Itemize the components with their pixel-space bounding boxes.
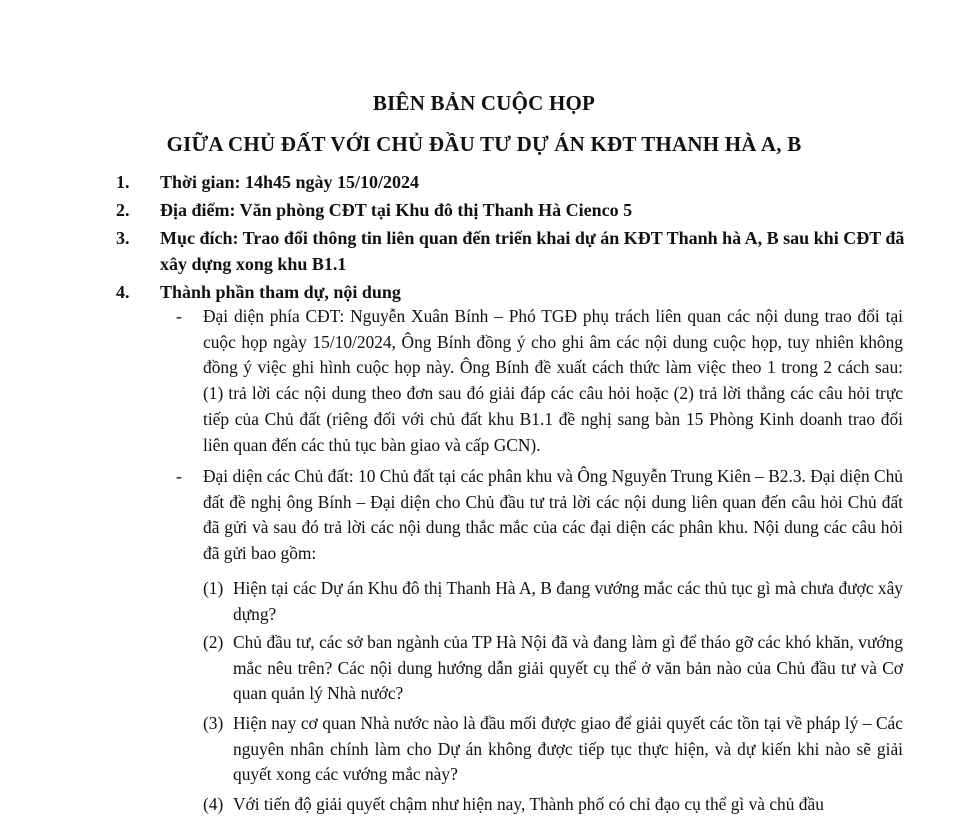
bullet-dash: -: [176, 466, 182, 486]
item-time: Thời gian: 14h45 ngày 15/10/2024: [160, 172, 420, 192]
document-title: BIÊN BẢN CUỘC HỌP: [372, 91, 596, 115]
item-purpose: Mục đích: Trao đổi thông tin liên quan đến triển khai dự án KĐT Thanh hà A, B sau khi CĐT đã xây dựng xong khu B1.1: [160, 228, 905, 274]
item-number: 2.: [116, 200, 130, 220]
document-subtitle: GIỮA CHỦ ĐẤT VỚI CHỦ ĐẦU TƯ DỰ ÁN KĐT THANH HÀ A, B: [166, 132, 802, 156]
bullet-investor-representative: Đại diện phía CĐT: Nguyễn Xuân Bính – Phó TGĐ phụ trách liên quan các nội dung trao đổi tại cuộc họp ngày 15/10/2024, Ông Bính đồng ý cho ghi âm các nội dung cuộc họp, tuy nhiên không đồng ý việc ghi hình cuộc họp này. Ông Bính đề xuất cách thức làm việc theo 1 trong 2 cách sau: (1) trả lời các nội dung theo đơn sau đó giải đáp các câu hỏi hoặc (2) trả lời thẳng các câu hỏi trực tiếp của Chủ đất (riêng đối với chủ đất khu B1.1 đề nghị sang bàn 15 Phòng Kinh doanh trao đổi liên quan đến các thủ tục bàn giao và cấp GCN).: [203, 306, 903, 455]
question-text: Hiện tại các Dự án Khu đô thị Thanh Hà A, B đang vướng mắc các thủ tục gì mà chưa được xây dựng?: [233, 578, 903, 624]
bullet-dash: -: [176, 306, 182, 326]
bullet-landowner-representative: Đại diện các Chủ đất: 10 Chủ đất tại các phân khu và Ông Nguyễn Trung Kiên – B2.3. Đại diện Chủ đất đề nghị ông Bính – Đại diện cho Chủ đầu tư trả lời các nội dung liên quan đến câu hỏi Chủ đất đã gửi và sau đó trả lời các nội dung thắc mắc của các đại diện các phân khu. Nội dung các câu hỏi đã gửi bao gồm:: [203, 466, 903, 564]
item-number: 1.: [116, 172, 130, 192]
question-number: (3): [203, 713, 224, 733]
question-number: (1): [203, 578, 224, 598]
question-number: (2): [203, 632, 224, 652]
question-text: Với tiến độ giải quyết chậm như hiện nay, Thành phố có chỉ đạo cụ thể gì và chủ đầu: [233, 794, 824, 814]
item-location: Địa điểm: Văn phòng CĐT tại Khu đô thị Thanh Hà Cienco 5: [160, 200, 633, 220]
question-number: (4): [203, 794, 224, 814]
item-number: 4.: [116, 282, 130, 302]
question-text: Chủ đầu tư, các sở ban ngành của TP Hà Nội đã và đang làm gì để tháo gỡ các khó khăn, vướng mắc nêu trên? Các nội dung hướng dẫn giải quyết cụ thể ở văn bản nào của Chủ đầu tư và Cơ quan quản lý Nhà nước?: [233, 632, 903, 704]
item-number: 3.: [116, 228, 130, 248]
question-text: Hiện nay cơ quan Nhà nước nào là đầu mối được giao để giải quyết các tồn tại về pháp lý – Các nguyên nhân chính làm cho Dự án không được tiếp tục thực hiện, và dự kiến khi nào sẽ giải quyết xong các vướng mắc này?: [233, 713, 903, 785]
item-participants: Thành phần tham dự, nội dung: [160, 282, 401, 302]
